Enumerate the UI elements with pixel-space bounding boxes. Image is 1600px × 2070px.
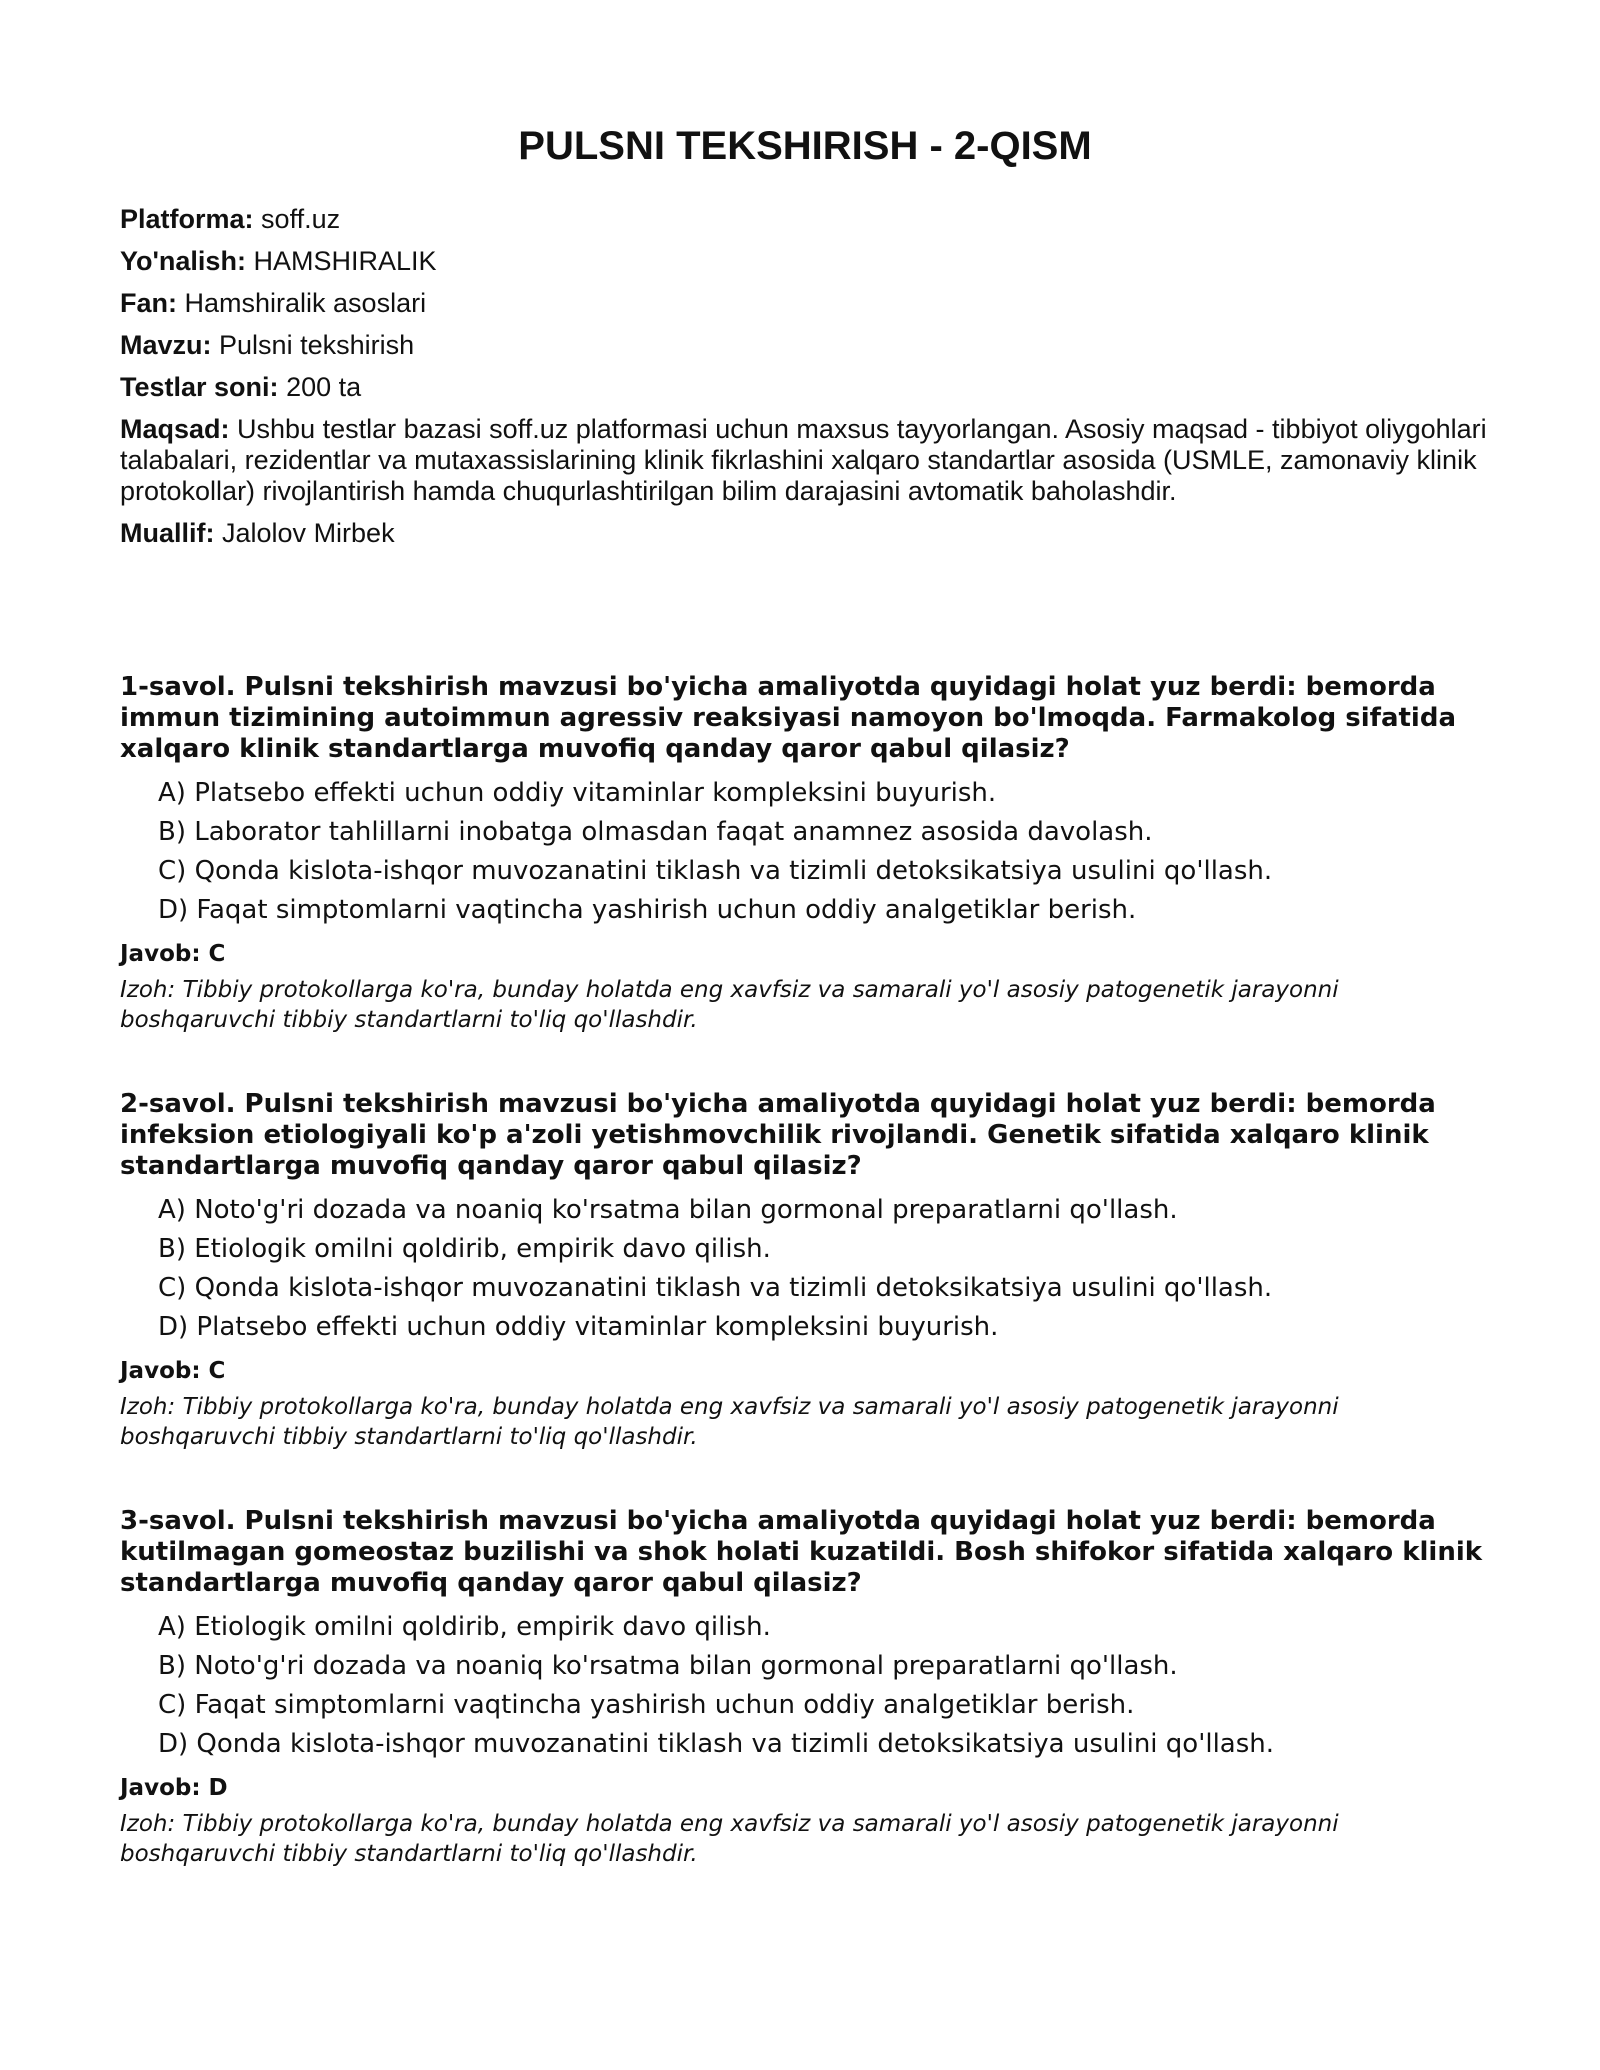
answer-option: D) Platsebo effekti uchun oddiy vitaminlar kompleksini buyurish.: [158, 1312, 999, 1342]
correct-answer: Javob: C: [120, 941, 226, 967]
answer-option: B) Laborator tahlillarni inobatga olmasdan faqat anamnez asosida davolash.: [158, 817, 1153, 847]
question-text: 3-savol. Pulsni tekshirish mavzusi bo'yicha amaliyotda quyidagi holat yuz berdi: bemorda kutilmagan gomeostaz buzilishi va shok holati kuzatildi. Bosh shifokor sifatida xalqaro klinik standartlarga muvofiq qanday qaror qabul qilasiz?: [120, 1506, 1483, 1598]
meta-value: HAMSHIRALIK: [253, 246, 437, 276]
meta-value: Ushbu testlar bazasi soff.uz platformasi uchun maxsus tayyorlangan. Asosiy maqsad - tibbiyot oliygohlari talabalari, rezidentlar va mutaxassislarining klinik fikrlashini xalqaro standartlar asosida (USMLE, zamonaviy klinik protokollar) rivojlantirish hamda chuqurlashtirilgan bilim darajasini avtomatik baholashdir.: [120, 414, 1487, 506]
meta-value: Hamshiralik asoslari: [184, 288, 427, 318]
meta-value: 200 ta: [286, 372, 362, 402]
answer-option: C) Qonda kislota-ishqor muvozanatini tiklash va tizimli detoksikatsiya usulini qo'llash.: [158, 1273, 1273, 1303]
meta-label: Mavzu:: [120, 330, 212, 360]
document-title: PULSNI TEKSHIRISH - 2-QISM: [518, 124, 1092, 168]
meta-purpose: [120, 414, 1490, 507]
meta-platform: [120, 204, 1490, 235]
answer-option: C) Faqat simptomlarni vaqtincha yashirish uchun oddiy analgetiklar berish.: [158, 1690, 1135, 1720]
meta-direction: [120, 246, 1490, 277]
answer-explanation: Izoh: Tibbiy protokollarga ko'ra, bunday holatda eng xavfsiz va samarali yo'l asosiy patogenetik jarayonni boshqaruvchi tibbiy standartlarni to'liq qo'llashdir.: [120, 977, 1339, 1033]
meta-value: soff.uz: [261, 204, 341, 234]
meta-label: Testlar soni:: [120, 372, 279, 402]
meta-label: Maqsad:: [120, 414, 230, 444]
answer-option: B) Etiologik omilni qoldirib, empirik davo qilish.: [158, 1234, 771, 1264]
meta-label: Muallif:: [120, 518, 215, 548]
document-metadata: [120, 204, 1490, 560]
meta-topic: [120, 330, 1490, 361]
answer-option: D) Faqat simptomlarni vaqtincha yashirish uchun oddiy analgetiklar berish.: [158, 895, 1137, 925]
answer-options: [120, 778, 1490, 925]
meta-test-count: [120, 372, 1490, 403]
answer-option: A) Etiologik omilni qoldirib, empirik davo qilish.: [158, 1612, 771, 1642]
correct-answer: Javob: C: [120, 1358, 226, 1384]
meta-label: Platforma:: [120, 204, 254, 234]
question-text: 2-savol. Pulsni tekshirish mavzusi bo'yicha amaliyotda quyidagi holat yuz berdi: bemorda infeksion etiologiyali ko'p a'zoli yetishmovchilik rivojlandi. Genetik sifatida xalqaro klinik standartlarga muvofiq qanday qaror qabul qilasiz?: [120, 1089, 1436, 1181]
question-block: [120, 1506, 1490, 1869]
meta-subject: [120, 288, 1490, 319]
answer-option: A) Noto'g'ri dozada va noaniq ko'rsatma bilan gormonal preparatlarni qo'llash.: [158, 1195, 1178, 1225]
answer-explanation: Izoh: Tibbiy protokollarga ko'ra, bunday holatda eng xavfsiz va samarali yo'l asosiy patogenetik jarayonni boshqaruvchi tibbiy standartlarni to'liq qo'llashdir.: [120, 1811, 1339, 1867]
meta-value: Jalolov Mirbek: [222, 518, 395, 548]
correct-answer: Javob: D: [120, 1775, 228, 1801]
answer-explanation: Izoh: Tibbiy protokollarga ko'ra, bunday holatda eng xavfsiz va samarali yo'l asosiy patogenetik jarayonni boshqaruvchi tibbiy standartlarni to'liq qo'llashdir.: [120, 1394, 1339, 1450]
answer-option: D) Qonda kislota-ishqor muvozanatini tiklash va tizimli detoksikatsiya usulini qo'llash.: [158, 1729, 1275, 1759]
answer-options: [120, 1195, 1490, 1342]
meta-label: Fan:: [120, 288, 177, 318]
meta-author: [120, 518, 1490, 549]
meta-value: Pulsni tekshirish: [219, 330, 415, 360]
answer-option: A) Platsebo effekti uchun oddiy vitaminlar kompleksini buyurish.: [158, 778, 997, 808]
answer-options: [120, 1612, 1490, 1759]
question-text: 1-savol. Pulsni tekshirish mavzusi bo'yicha amaliyotda quyidagi holat yuz berdi: bemorda immun tizimining autoimmun agressiv reaksiyasi namoyon bo'lmoqda. Farmakolog sifatida xalqaro klinik standartlarga muvofiq qanday qaror qabul qilasiz?: [120, 672, 1457, 764]
meta-label: Yo'nalish:: [120, 246, 246, 276]
answer-option: B) Noto'g'ri dozada va noaniq ko'rsatma bilan gormonal preparatlarni qo'llash.: [158, 1651, 1178, 1681]
question-list: [120, 672, 1490, 1923]
question-block: [120, 672, 1490, 1035]
answer-option: C) Qonda kislota-ishqor muvozanatini tiklash va tizimli detoksikatsiya usulini qo'llash.: [158, 856, 1273, 886]
question-block: [120, 1089, 1490, 1452]
